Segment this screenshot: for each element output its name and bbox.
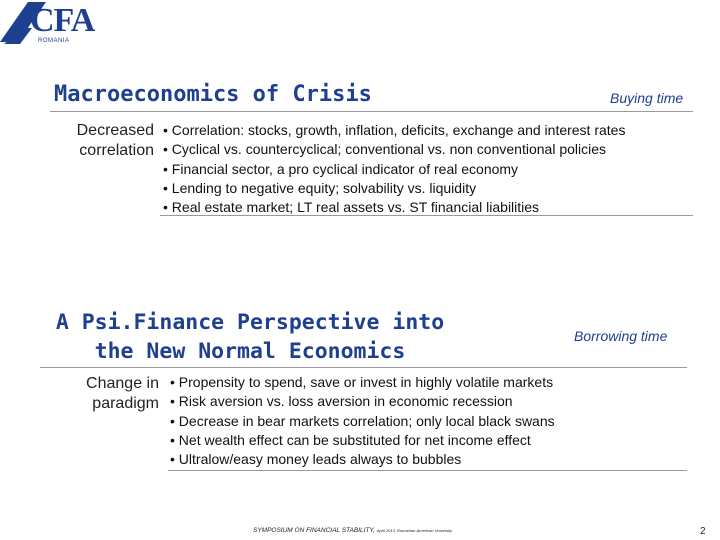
section1-title: Macroeconomics of Crisis	[54, 82, 372, 107]
list-item: • Lending to negative equity; solvability vs. liquidity	[163, 179, 477, 196]
section2-side-label-line: Change in	[86, 375, 159, 392]
section1-divider-bottom	[160, 215, 693, 216]
logo-text: CFA	[30, 2, 95, 39]
list-item: • Net wealth effect can be substituted for net income effect	[170, 431, 531, 448]
logo-subtext: ROMANIA	[38, 38, 70, 44]
section1-tag: Buying time	[610, 90, 684, 106]
section2-divider-top	[40, 367, 687, 368]
cfa-romania-logo	[0, 0, 110, 50]
section1-divider-top	[50, 111, 693, 112]
section1-side-label	[60, 121, 154, 161]
section2-bullet-list	[170, 373, 555, 469]
section2-side-label	[70, 374, 159, 414]
section1-side-label-line: correlation	[79, 142, 154, 159]
section2-tag: Borrowing time	[574, 328, 668, 344]
section1-side-label-line: Decreased	[76, 122, 154, 139]
list-item: • Ultralow/easy money leads always to bubbles	[170, 451, 462, 468]
section2-title-line: the New Normal Economics	[94, 339, 406, 364]
list-item: • Cyclical vs. countercyclical; conventional vs. non conventional policies	[163, 141, 607, 158]
list-item: • Correlation: stocks, growth, inflation, deficits, exchange and interest rates	[163, 122, 626, 138]
section2-title-line: A Psi.Finance Perspective into	[55, 310, 445, 335]
list-item: • Financial sector, a pro cyclical indicator of real economy	[163, 160, 519, 177]
section1-bullet-list	[163, 121, 625, 217]
footer-main: SYMPOSIUM ON FINANCIAL STABILITY,	[253, 527, 375, 534]
list-item: • Risk aversion vs. loss aversion in economic recession	[170, 393, 513, 410]
list-item: • Propensity to spend, save or invest in highly volatile markets	[170, 374, 554, 390]
list-item: • Decrease in bear markets correlation; only local black swans	[170, 412, 555, 429]
footer	[253, 527, 452, 534]
list-item: • Real estate market; LT real assets vs. ST financial liabilities	[163, 199, 540, 216]
section2-side-label-line: paradigm	[92, 395, 159, 412]
footer-small: April 2013, Romanian-American University	[376, 528, 453, 533]
section2-title	[40, 308, 460, 366]
section2-divider-bottom	[168, 470, 687, 471]
page-number: 2	[700, 526, 706, 537]
